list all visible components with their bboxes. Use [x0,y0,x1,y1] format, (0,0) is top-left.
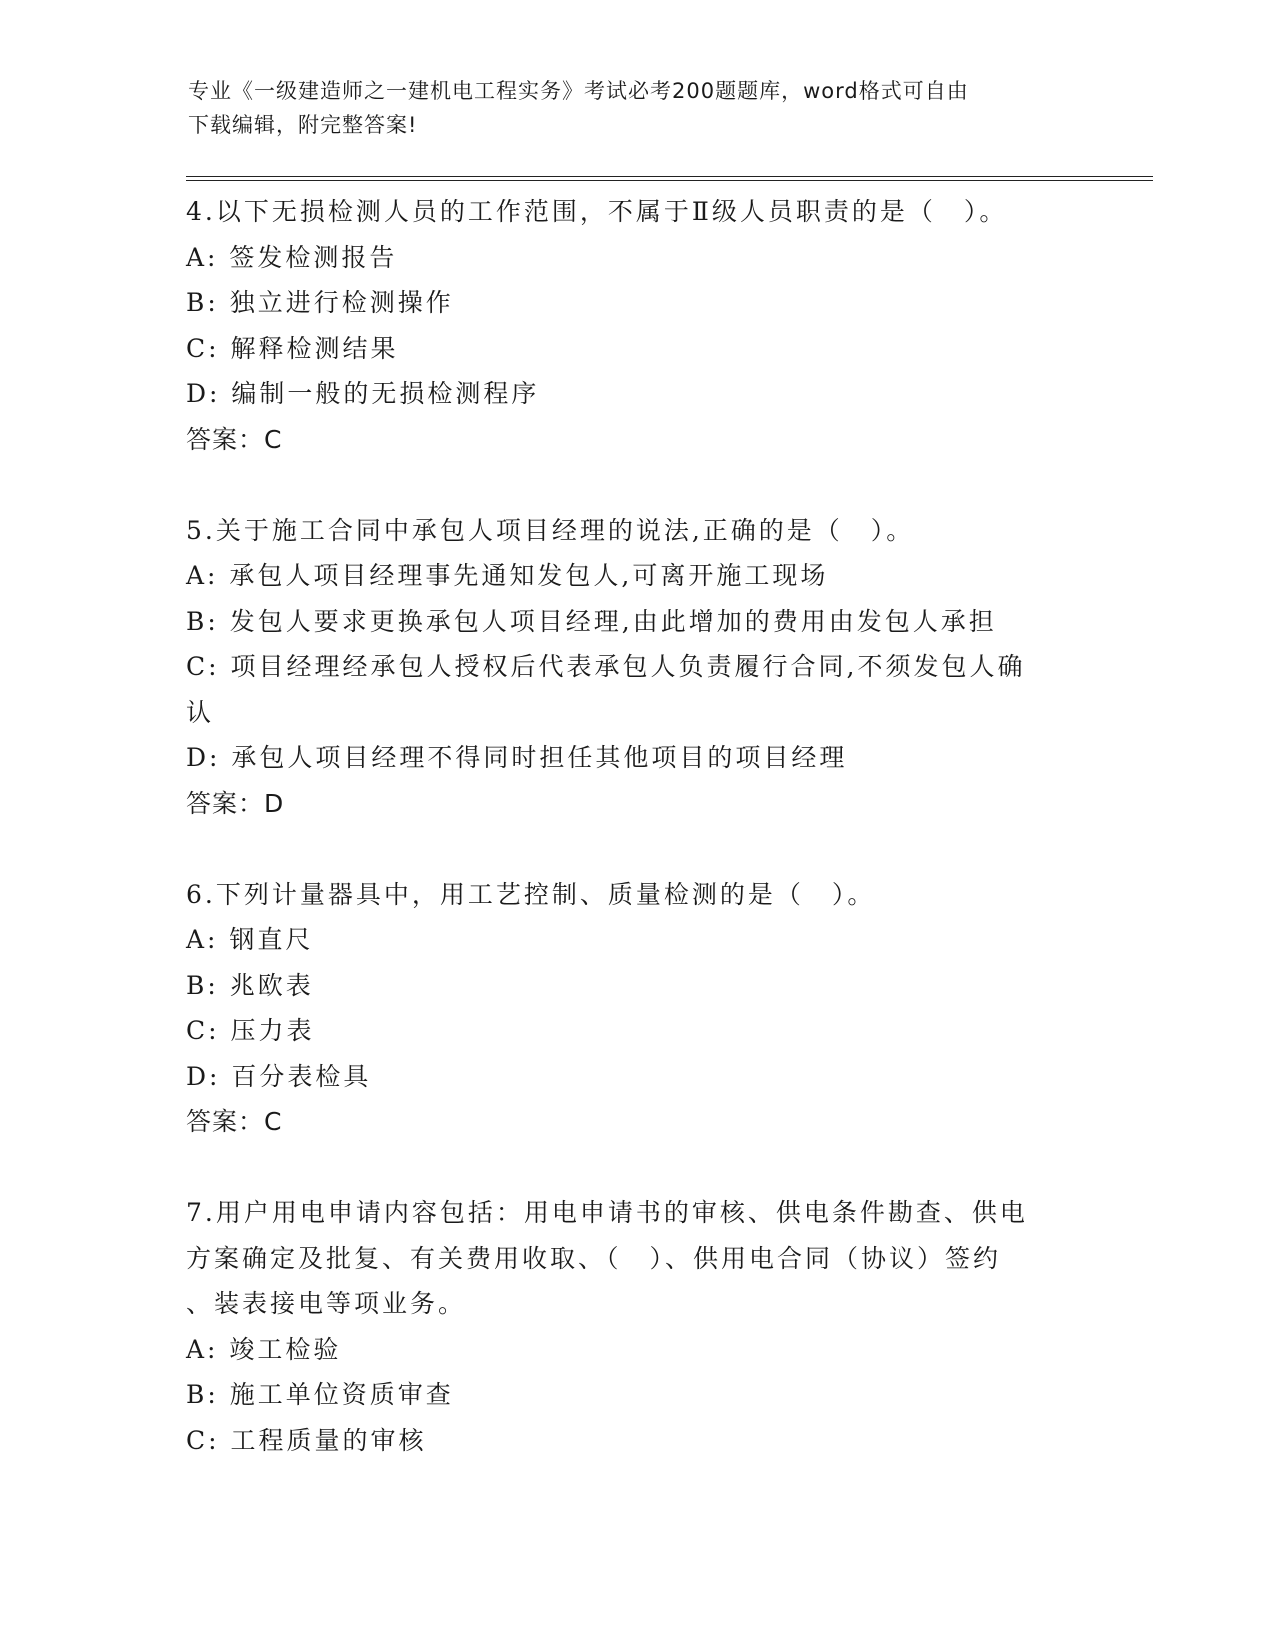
header-line-2: 下载编辑，附完整答案! [188,113,418,137]
header-line-1: 专业《一级建造师之一建机电工程实务》考试必考200题题库，word格式可自由 [188,79,969,103]
option-b: B: 施工单位资质审查 [186,1380,454,1409]
header-divider [186,176,1153,181]
question-stem-line-3: 、装表接电等项业务。 [186,1289,467,1318]
option-a: A: 钢直尺 [186,925,314,954]
option-b: B: 发包人要求更换承包人项目经理,由此增加的费用由发包人承担 [186,606,997,636]
option-d: D: 编制一般的无损检测程序 [186,379,540,408]
spacer [186,1145,1066,1191]
spacer [186,826,1066,872]
option-c: C: 项目经理经承包人授权后代表承包人负责履行合同,不须发包人确 [186,652,1026,681]
option-a: A: 签发检测报告 [186,242,398,272]
question-stem: 6.下列计量器具中，用工艺控制、质量检测的是（ ）。 [186,879,876,909]
option-a: A: 竣工检验 [186,1334,342,1364]
option-d: D: 承包人项目经理不得同时担任其他项目的项目经理 [186,743,848,772]
question-4 [186,189,1066,462]
option-d: D: 百分表检具 [186,1061,372,1091]
question-7 [186,1190,1066,1463]
document-header [188,74,1068,142]
question-stem-line-2: 方案确定及批复、有关费用收取、（ ）、供用电合同（协议）签约 [186,1243,1002,1273]
option-a: A: 承包人项目经理事先通知发包人,可离开施工现场 [186,561,829,590]
answer: 答案：C [186,1107,283,1136]
option-c: C: 压力表 [186,1016,315,1045]
spacer [186,462,1066,508]
answer: 答案：C [186,424,283,454]
option-b: B: 兆欧表 [186,970,314,1000]
question-6 [186,872,1066,1145]
answer: 答案：D [186,788,285,818]
option-c: C: 工程质量的审核 [186,1425,427,1455]
question-list [186,189,1066,1463]
option-c-continued: 认 [186,697,215,727]
question-stem-line-1: 7.用户用电申请内容包括：用电申请书的审核、供电条件勘查、供电 [186,1198,1028,1227]
option-b: B: 独立进行检测操作 [186,288,454,317]
question-stem: 4.以下无损检测人员的工作范围，不属于Ⅱ级人员职责的是（ ）。 [186,197,1008,226]
option-c: C: 解释检测结果 [186,333,399,363]
question-stem: 5.关于施工合同中承包人项目经理的说法,正确的是（ ）。 [186,515,915,545]
question-5 [186,508,1066,827]
